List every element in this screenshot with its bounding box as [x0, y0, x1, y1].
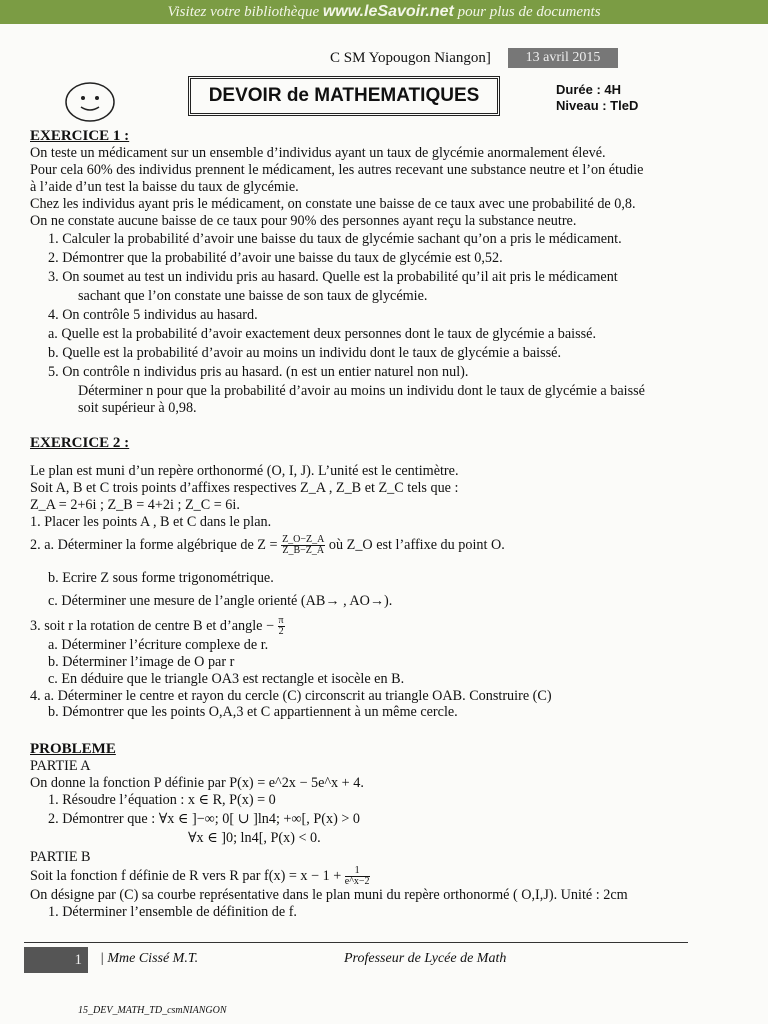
ex1-qa: a. Quelle est la probabilité d’avoir exactement deux personnes dont le taux de glycémie a baissé. [48, 325, 596, 342]
banner-site-link[interactable]: www.leSavoir.net [322, 3, 454, 20]
ex1-q4: 4. On contrôle 5 individus au hasard. [48, 307, 258, 324]
ex2-q2b: b. Ecrire Z sous forme trigonométrique. [48, 570, 274, 587]
ex2-p2: Soit A, B et C trois points d’affixes respectives Z_A , Z_B et Z_C tels que : [30, 480, 459, 497]
ex2-q2a-pre: 2. a. Déterminer la forme algébrique de Z = [30, 536, 282, 553]
prob-a3: 2. Démontrer que : ∀x ∈ ]−∞; 0[ ∪ ]ln4; +∞[, P(x) > 0 [48, 811, 360, 827]
ex1-q1: 1. Calculer la probabilité d’avoir une baisse du taux de glycémie sachant qu’on a pris le médicament. [48, 231, 622, 248]
part-a-title: PARTIE A [30, 758, 91, 775]
prob-b3: 1. Déterminer l’ensemble de définition de f. [48, 903, 297, 920]
ex2-q1: 1. Placer les points A , B et C dans le plan. [30, 514, 272, 531]
page-title: DEVOIR de MATHEMATIQUES [208, 85, 480, 106]
part-b-title: PARTIE B [30, 848, 91, 865]
prob-a1: On donne la fonction P définie par P(x) = e^2x − 5e^x + 4. [30, 775, 364, 792]
z-fraction [281, 535, 325, 556]
ex1-q3a: 3. On soumet au test un individu pris au hasard. Quelle est la probabilité qu’il ait pris le médicament [48, 269, 618, 286]
duration: Durée : 4H [556, 82, 622, 97]
ex1-q5b: Déterminer n pour que la probabilité d’avoir au moins un individu dont le taux de glycémie a baissé [78, 382, 645, 399]
ex2-q4b: b. Démontrer que les points O,A,3 et C appartiennent à un même cercle. [48, 704, 458, 721]
ex2-q3 [30, 616, 742, 637]
ex1-p2: Pour cela 60% des individus prennent le médicament, les autres recevant une substance neutre et l’on étudie [30, 161, 644, 178]
ex1-q5: 5. On contrôle n individus pris au hasard. (n est un entier naturel non nul). [48, 363, 469, 380]
prob-b1-pre: Soit la fonction f définie de R vers R par f(x) = x − 1 + [30, 867, 345, 884]
angle-fraction-den: 2 [278, 625, 284, 637]
ex2-q2a-post: où Z_O est l’affixe du point O. [325, 536, 505, 553]
ex2-q4a: 4. a. Déterminer le centre et rayon du cercle (C) circonscrit au triangle OAB. Construire (C) [30, 687, 552, 704]
title-box [188, 76, 500, 116]
ex1-q2: 2. Démontrer que la probabilité d’avoir une baisse du taux de glycémie est 0,52. [48, 250, 503, 267]
f-fraction-num: 1 [345, 866, 370, 877]
exam-date: 13 avril 2015 [508, 48, 618, 68]
prob-a2: 1. Résoudre l’équation : x ∈ R, P(x) = 0 [48, 792, 276, 809]
ex2-q3b: b. Déterminer l’image de O par r [48, 653, 235, 670]
ex1-title: EXERCICE 1 : [30, 128, 130, 144]
ex2-title: EXERCICE 2 : [30, 434, 130, 451]
angle-fraction [278, 616, 285, 637]
ex1-q3b: sachant que l’on constate une baisse de son taux de glycémie. [78, 288, 428, 305]
ex2-q2c: c. Déterminer une mesure de l’angle orienté (AB→ , AO→). [48, 592, 393, 609]
footer-divider [24, 942, 688, 943]
prob-b1 [30, 866, 742, 887]
ex1-p1: On teste un médicament sur un ensemble d’individus ayant un taux de glycémie anormalement élevé. [30, 144, 606, 161]
file-name: 15_DEV_MATH_TD_csmNIANGON [78, 1005, 227, 1016]
ex2-q3c: c. En déduire que le triangle OA3 est rectangle et isocèle en B. [48, 670, 405, 687]
prob-title: PROBLEME [30, 741, 116, 758]
ex2-q3a: a. Déterminer l’écriture complexe de r. [48, 636, 269, 653]
z-fraction-num: Z_O−Z_A [282, 534, 325, 546]
ex1-p4: Chez les individus ayant pris le médicament, on constate une baisse de ce taux avec une probabilité de 0,8. [30, 195, 636, 212]
f-fraction-den: e^x−2 [344, 875, 370, 887]
teacher-title: Professeur de Lycée de Math [344, 951, 507, 966]
ex2-p1: Le plan est muni d’un repère orthonormé (O, I, J). L’unité est le centimètre. [30, 463, 459, 480]
page-number: 1 [24, 947, 88, 973]
level: Niveau : TleD [556, 98, 639, 113]
ex2-q3-pre: 3. soit r la rotation de centre B et d’angle − [30, 617, 278, 634]
ex1-qb: b. Quelle est la probabilité d’avoir au moins un individu dont le taux de glycémie a baissé. [48, 344, 561, 361]
smiley-icon [64, 81, 116, 123]
ex1-q5c: soit supérieur à 0,98. [78, 399, 197, 416]
teacher-name: | Mme Cissé M.T. [100, 951, 199, 966]
ex2-p3: Z_A = 2+6i ; Z_B = 4+2i ; Z_C = 6i. [30, 497, 240, 514]
prob-b2: On désigne par (C) sa courbe représentative dans le plan muni du repère orthonormé ( O,I,J). Unité : 2cm [30, 886, 628, 903]
prob-a4: ∀x ∈ ]0; ln4[, P(x) < 0. [188, 829, 321, 846]
school-name: C SM Yopougon Niangon] [330, 50, 491, 66]
banner-prefix: Visitez votre bibliothèque [167, 4, 323, 20]
ex1-p3: à l’aide d’un test la baisse du taux de glycémie. [30, 178, 299, 195]
angle-fraction-num: π [278, 614, 284, 626]
ex1-p5: On ne constate aucune baisse de ce taux pour 90% des personnes ayant reçu la substance neutre. [30, 212, 577, 229]
f-fraction [345, 866, 370, 887]
document-body [30, 128, 742, 921]
z-fraction-den: Z_B−Z_A [282, 545, 325, 557]
ex2-q2a [30, 535, 742, 556]
top-banner [0, 0, 768, 24]
banner-suffix: pour plus de documents [453, 4, 601, 20]
